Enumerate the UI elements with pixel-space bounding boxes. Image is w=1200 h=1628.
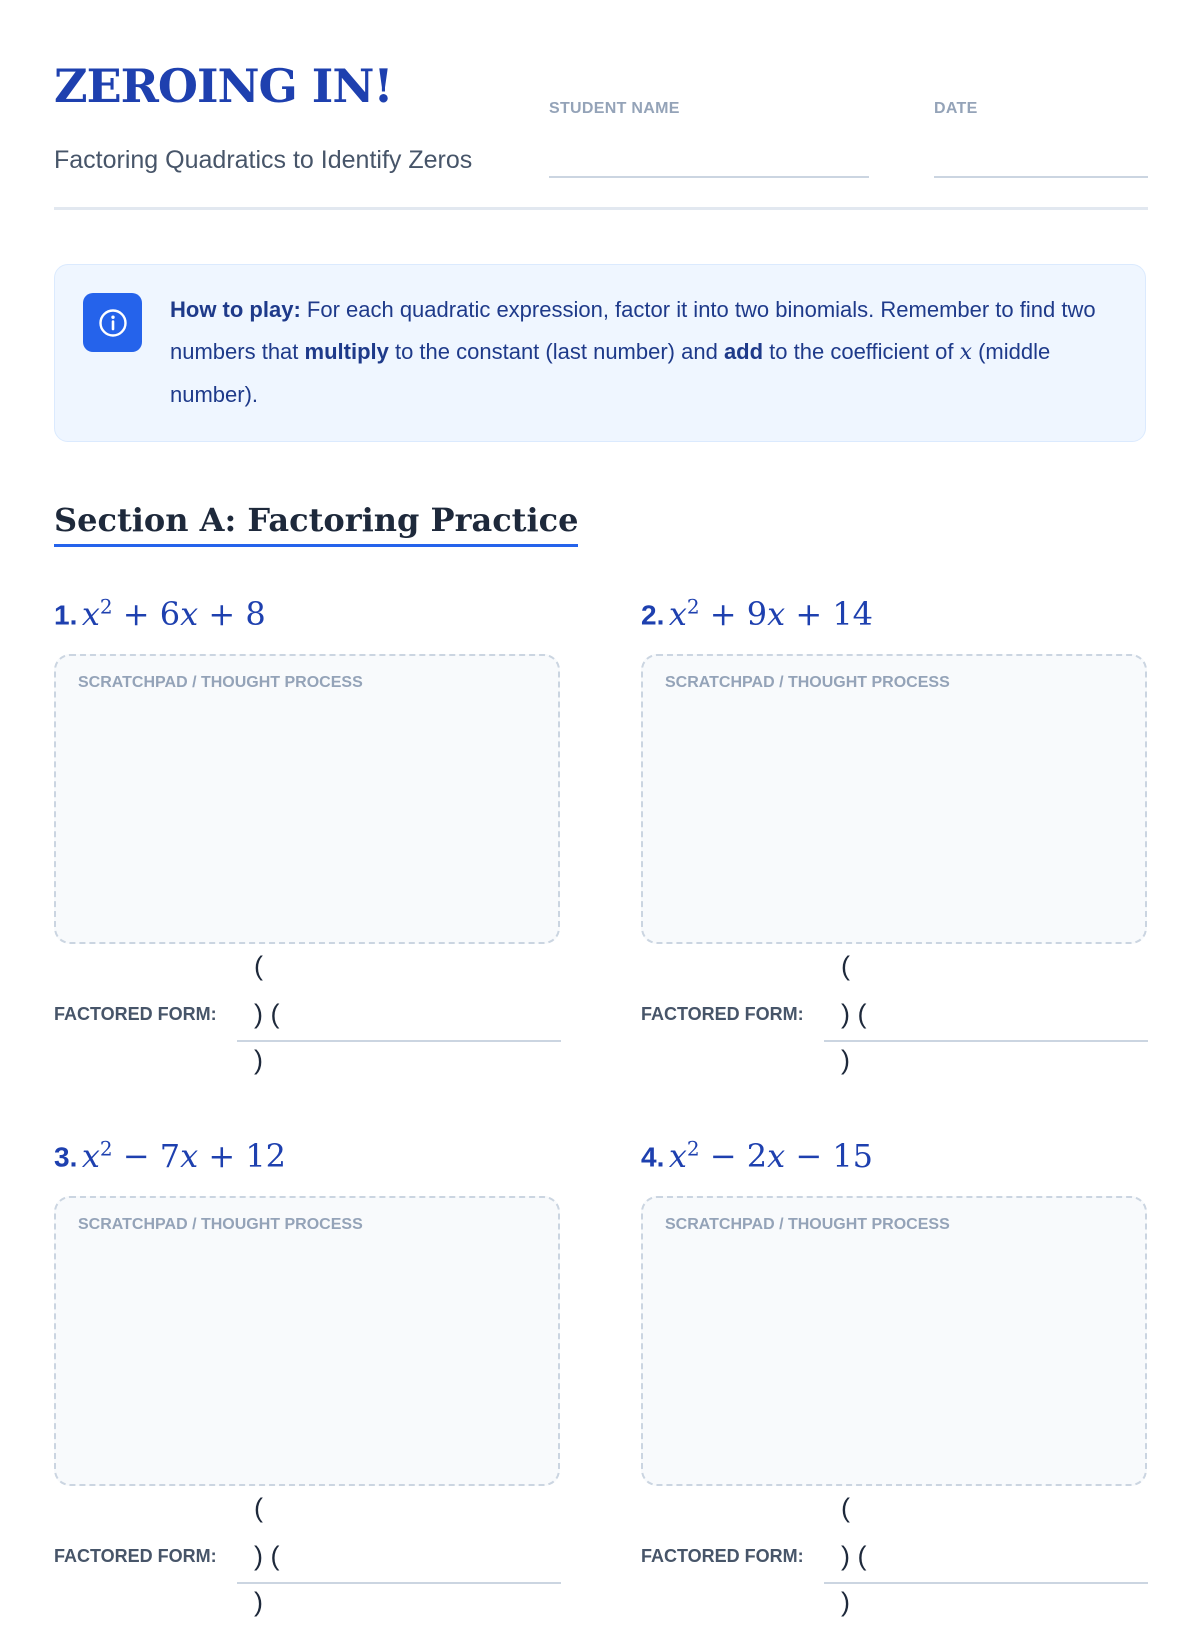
b-sign: + (709, 594, 737, 633)
paren-middle: ) ( (254, 1541, 280, 1571)
c-constant: 12 (245, 1136, 287, 1175)
scratchpad-label: SCRATCHPAD / THOUGHT PROCESS (665, 674, 950, 691)
instructions-text (170, 289, 1120, 416)
b-coefficient: 2 (746, 1136, 768, 1175)
paren-close: ) (254, 1587, 263, 1617)
problem-title (641, 1128, 873, 1183)
scratchpad-area[interactable] (54, 654, 560, 944)
header-divider (54, 207, 1148, 210)
student-name-field[interactable] (549, 176, 869, 178)
factored-form-answer[interactable] (824, 1040, 1148, 1042)
problem-expression: $x^2 + 6x + 8$ (81, 594, 266, 633)
instructions-lead: How to play: (170, 297, 301, 322)
scratchpad-label: SCRATCHPAD / THOUGHT PROCESS (78, 674, 363, 691)
problem-number: 1. (54, 599, 78, 631)
instructions-part: For each quadratic expression, factor it into two binomials. Remember to find two numbers that (170, 297, 1096, 364)
factored-form-label: FACTORED FORM: (54, 1004, 217, 1024)
paren-close: ) (841, 1045, 850, 1075)
instructions-variable: x (959, 340, 972, 365)
instructions-emphasis: add (723, 339, 764, 364)
problem-number: 2. (641, 599, 665, 631)
problem-title (54, 1128, 286, 1183)
factored-form-answer[interactable] (824, 1582, 1148, 1584)
paren-middle: ) ( (841, 999, 867, 1029)
factored-form-label: FACTORED FORM: (641, 1004, 804, 1024)
problem-expression: $x^2 - 7x + 12$ (81, 1136, 287, 1175)
instructions-box (54, 264, 1146, 442)
problem-number: 4. (641, 1141, 665, 1173)
paren-open: ( (841, 951, 850, 981)
instructions-part: (middle number). (170, 339, 1051, 407)
instructions-part: to the constant (last number) and (388, 339, 724, 364)
paren-open: ( (254, 1493, 263, 1523)
problem-expression: $x^2 + 9x + 14$ (668, 594, 874, 633)
scratchpad-area[interactable] (641, 654, 1147, 944)
paren-middle: ) ( (254, 999, 280, 1029)
b-coefficient: 7 (159, 1136, 181, 1175)
scratchpad-label: SCRATCHPAD / THOUGHT PROCESS (665, 1216, 950, 1233)
problem-card (54, 586, 560, 1086)
date-field[interactable] (934, 176, 1148, 178)
problem-expression: $x^2 - 2x - 15$ (668, 1136, 874, 1175)
instructions-emphasis: multiply (304, 339, 389, 364)
problem-title (54, 586, 266, 641)
c-constant: 8 (245, 594, 266, 633)
c-sign: + (795, 594, 823, 633)
c-constant: 15 (832, 1136, 874, 1175)
c-constant: 14 (832, 594, 874, 633)
date-label: DATE (934, 100, 978, 117)
paren-close: ) (841, 1587, 850, 1617)
section-heading: Section A: Factoring Practice (54, 498, 578, 547)
problem-card (641, 1128, 1147, 1628)
factored-form-label: FACTORED FORM: (641, 1546, 804, 1566)
factored-form-answer[interactable] (237, 1582, 561, 1584)
scratchpad-label: SCRATCHPAD / THOUGHT PROCESS (78, 1216, 363, 1233)
b-coefficient: 6 (159, 594, 181, 633)
c-sign: + (208, 1136, 236, 1175)
problem-card (641, 586, 1147, 1086)
problem-card (54, 1128, 560, 1628)
factored-form-answer[interactable] (237, 1040, 561, 1042)
paren-middle: ) ( (841, 1541, 867, 1571)
problem-title (641, 586, 873, 641)
c-sign: + (208, 594, 236, 633)
info-icon (83, 293, 142, 352)
paren-open: ( (254, 951, 263, 981)
b-sign: − (122, 1136, 150, 1175)
b-sign: − (709, 1136, 737, 1175)
page-title: ZEROING IN! (54, 59, 393, 113)
b-sign: + (122, 594, 150, 633)
factored-form-label: FACTORED FORM: (54, 1546, 217, 1566)
c-sign: − (795, 1136, 823, 1175)
scratchpad-area[interactable] (641, 1196, 1147, 1486)
page-subtitle: Factoring Quadratics to Identify Zeros (54, 146, 473, 174)
b-coefficient: 9 (746, 594, 768, 633)
student-name-label: STUDENT NAME (549, 100, 680, 117)
paren-open: ( (841, 1493, 850, 1523)
paren-close: ) (254, 1045, 263, 1075)
instructions-part: to the coefficient of (763, 339, 960, 364)
problem-number: 3. (54, 1141, 78, 1173)
scratchpad-area[interactable] (54, 1196, 560, 1486)
